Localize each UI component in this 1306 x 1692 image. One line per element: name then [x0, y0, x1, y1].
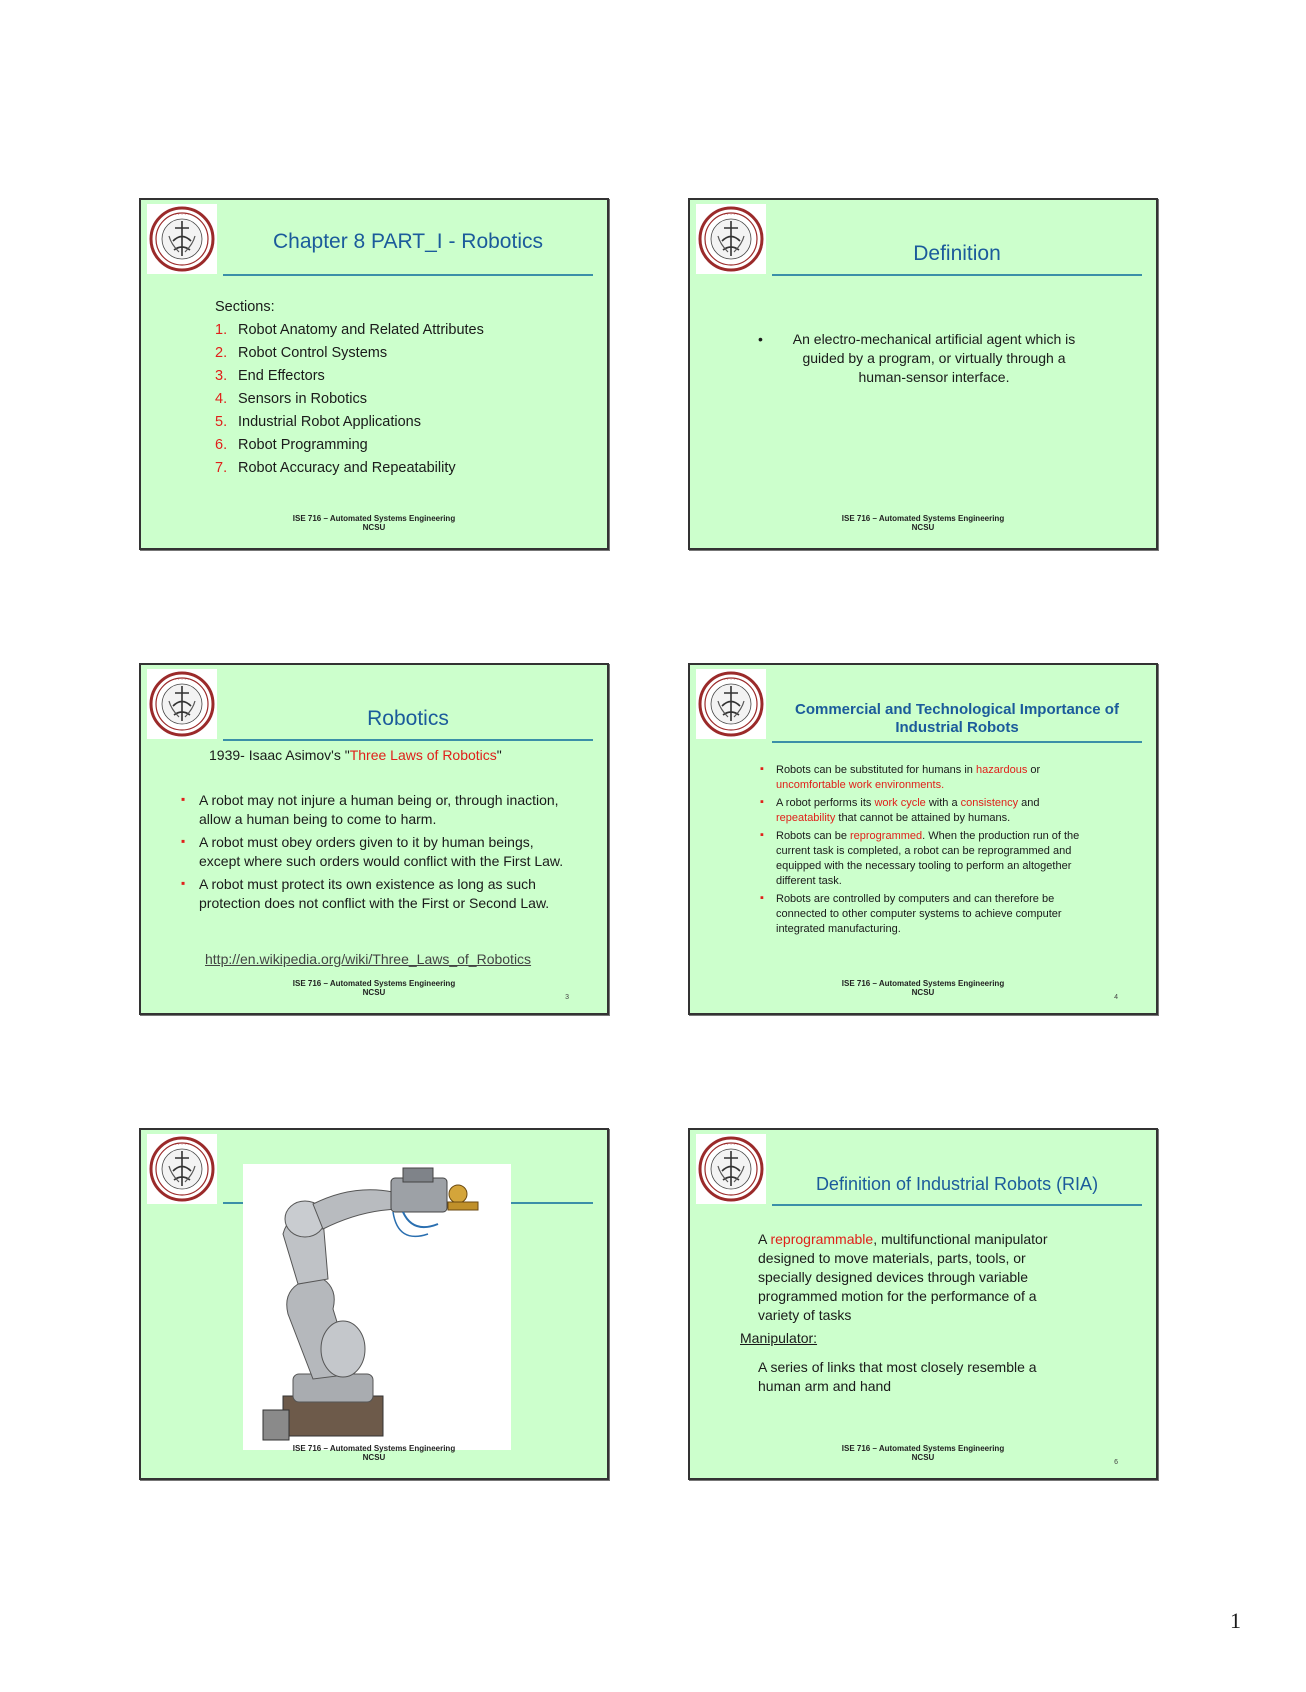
university-seal-logo — [147, 669, 217, 739]
list-item: ▪ A robot performs its work cycle with a consistency and repeatability that cannot be attained by humans. — [760, 796, 1100, 826]
slide-number: 4 — [1114, 994, 1118, 1001]
wikipedia-link[interactable]: http://en.wikipedia.org/wiki/Three_Laws_of_Robotics — [205, 951, 532, 967]
list-item: ▪ A robot must obey orders given to it by human beings, except where such orders would conflict with the First Law. — [181, 833, 571, 871]
industrial-robot-image — [243, 1164, 511, 1450]
manipulator-label: Manipulator: — [740, 1330, 818, 1346]
slide-6 — [688, 1128, 1158, 1480]
list-item: 6. Robot Programming — [215, 437, 368, 453]
university-seal-logo — [147, 204, 217, 274]
slide-5 — [139, 1128, 609, 1480]
slide-title: Definition — [772, 240, 1142, 276]
slide-4 — [688, 663, 1158, 1015]
slide-footer: ISE 716 – Automated Systems Engineering NCSU — [292, 979, 456, 997]
list-item: 4. Sensors in Robotics — [215, 391, 367, 407]
slide-1 — [139, 198, 609, 550]
slide-2 — [688, 198, 1158, 550]
slide-footer: ISE 716 – Automated Systems Engineering NCSU — [841, 514, 1005, 532]
list-item: 3. End Effectors — [215, 368, 325, 384]
list-item: ▪ Robots can be substituted for humans in hazardous or uncomfortable work environments. — [760, 763, 1100, 793]
list-item: ▪ A robot must protect its own existence as long as such protection does not conflict with the First or Second Law. — [181, 875, 571, 913]
university-seal-logo — [696, 1134, 766, 1204]
list-item: ▪ Robots can be reprogrammed. When the production run of the current task is completed, a robot can be reprogrammed and equipped with the necessary tooling to perform an altogether different task. — [760, 829, 1100, 889]
university-seal-logo — [147, 1134, 217, 1204]
university-seal-logo — [696, 204, 766, 274]
list-item: 7. Robot Accuracy and Repeatability — [215, 460, 456, 476]
page-number: 1 — [1230, 1608, 1241, 1633]
slide-title: Robotics — [223, 705, 593, 741]
importance-list — [760, 763, 1100, 940]
asimov-heading: 1939- Isaac Asimov's "Three Laws of Robotics" — [209, 747, 502, 763]
slide-title: Commercial and Technological Importance of Industrial Robots — [772, 701, 1142, 743]
slide-3 — [139, 663, 609, 1015]
sections-label: Sections: — [215, 299, 275, 315]
university-seal-logo — [696, 669, 766, 739]
slide-title: Definition of Industrial Robots (RIA) — [772, 1170, 1142, 1206]
list-item: 1. Robot Anatomy and Related Attributes — [215, 322, 484, 338]
definition-text: • An electro-mechanical artificial agent which is guided by a program, or virtually through a human-sensor interface. — [758, 331, 1076, 385]
slide-footer: ISE 716 – Automated Systems Engineering NCSU — [292, 1444, 456, 1462]
slide-footer: ISE 716 – Automated Systems Engineering NCSU — [292, 514, 456, 532]
slide-number: 6 — [1114, 1459, 1118, 1466]
list-item: ▪ A robot may not injure a human being or, through inaction, allow a human being to come to harm. — [181, 791, 571, 829]
laws-list — [181, 791, 571, 917]
list-item: 2. Robot Control Systems — [215, 345, 388, 361]
ria-definition: A reprogrammable, multifunctional manipulator designed to move materials, parts, tools, or specially designed devices through variable programmed motion for the performance of a variety of tasks — [758, 1231, 1048, 1323]
bullet-icon: • — [758, 331, 763, 347]
slide-footer: ISE 716 – Automated Systems Engineering NCSU — [841, 979, 1005, 997]
sections-list — [215, 296, 484, 480]
list-item: ▪ Robots are controlled by computers and can therefore be connected to other computer systems to achieve computer integrated manufacturing. — [760, 892, 1100, 937]
slide-footer: ISE 716 – Automated Systems Engineering NCSU — [841, 1444, 1005, 1462]
slide-number: 3 — [565, 994, 569, 1001]
list-item: 5. Industrial Robot Applications — [215, 414, 421, 430]
slide-title: Chapter 8 PART_I - Robotics — [223, 228, 593, 276]
manipulator-definition: A series of links that most closely resemble a human arm and hand — [758, 1359, 1037, 1394]
